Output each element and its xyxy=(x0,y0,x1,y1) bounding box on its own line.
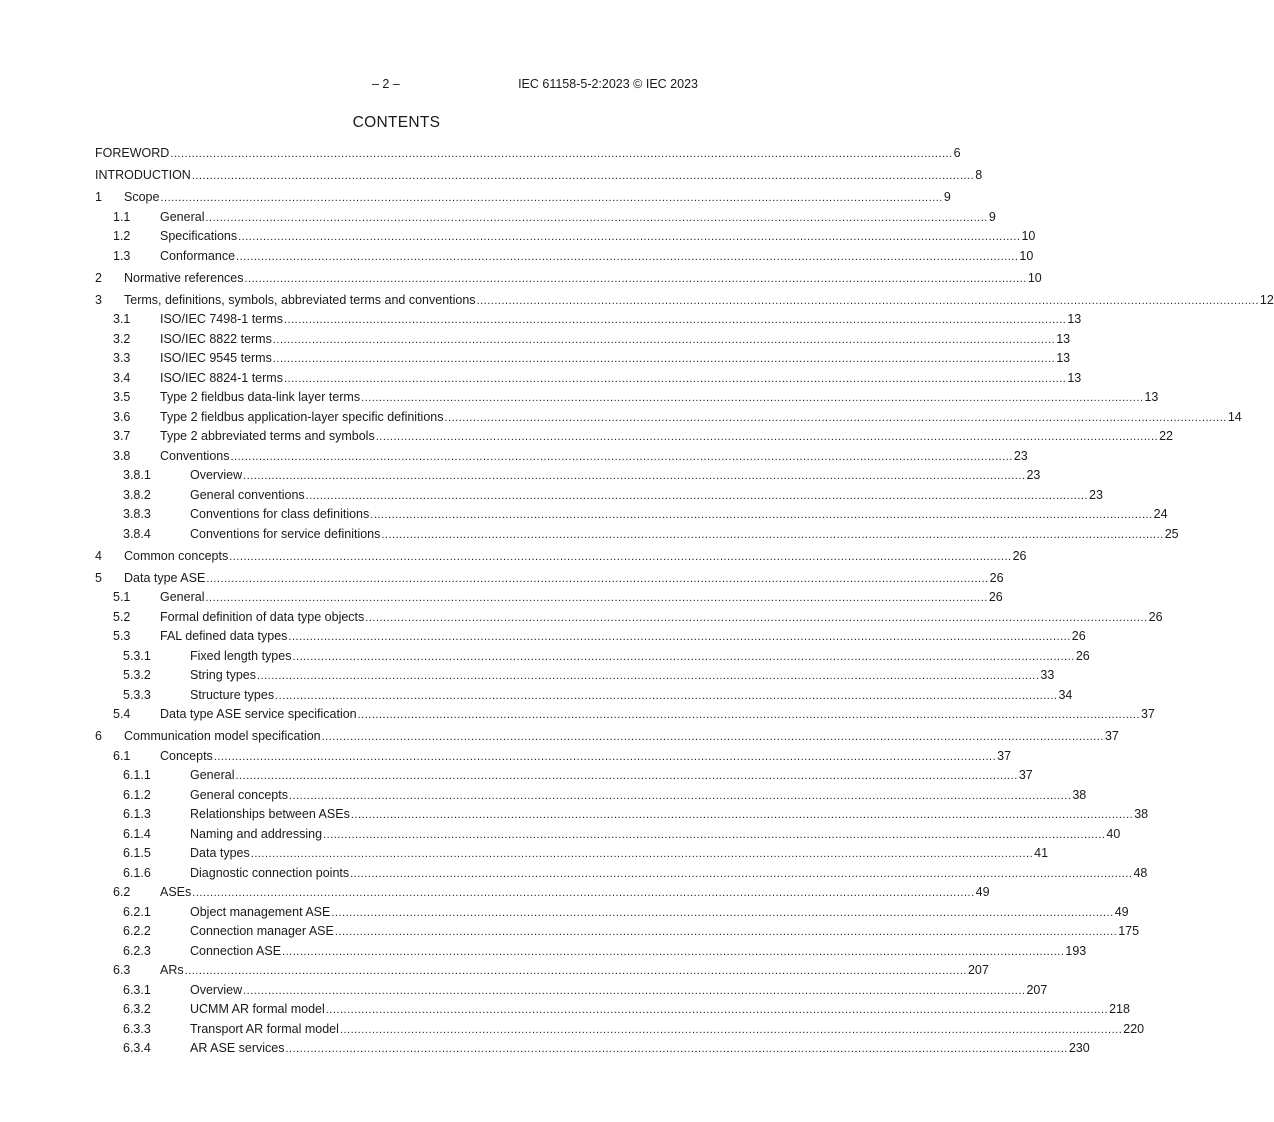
toc-entry-title: Diagnostic connection points xyxy=(190,865,350,880)
toc-leader-dots: ............................................................................................................................................................................................................................ xyxy=(205,211,988,224)
toc-leader-dots: ............................................................................................................................................................................................................................ xyxy=(375,431,1159,443)
toc-leader-dots: ............................................................................................................................................................................................................................ xyxy=(206,572,989,585)
toc-entry-page: 48 xyxy=(1133,865,1148,880)
toc-entry-page: 207 xyxy=(967,963,989,977)
toc-entry[interactable] xyxy=(95,409,1242,425)
toc-leader-dots: ............................................................................................................................................................................................................................ xyxy=(305,489,1089,502)
toc-entry-page: 38 xyxy=(1072,787,1087,802)
toc-entry-title: Scope xyxy=(124,190,160,204)
toc-entry-title: INTRODUCTION xyxy=(95,168,191,182)
toc-leader-dots: ............................................................................................................................................................................................................................ xyxy=(331,906,1114,919)
toc-entry-title: Data type ASE xyxy=(124,570,206,585)
toc-entry-number: 3.8.4 xyxy=(123,526,151,541)
toc-entry-page: 41 xyxy=(1034,846,1049,860)
toc-entry-number: 5.3.1 xyxy=(123,648,151,663)
toc-entry-page: 49 xyxy=(1114,904,1129,919)
toc-entry-page: 37 xyxy=(997,748,1012,763)
toc-entry-title: Overview xyxy=(190,468,243,482)
page-header xyxy=(95,77,698,93)
toc-leader-dots: ............................................................................................................................................................................................................................ xyxy=(321,731,1104,743)
toc-entry-number: 3.8.1 xyxy=(123,468,151,482)
toc-leader-dots: ............................................................................................................................................................................................................................ xyxy=(292,650,1075,663)
toc-entry-number: 3.8.3 xyxy=(123,507,151,521)
toc-entry-number: 3.8 xyxy=(113,448,131,463)
toc-entry-number: 6.1.1 xyxy=(123,768,151,782)
toc-entry[interactable] xyxy=(95,1040,1090,1056)
toc-leader-dots: ............................................................................................................................................................................................................................ xyxy=(476,294,1259,307)
toc-entry-title: Connection manager ASE xyxy=(190,924,334,938)
toc-leader-dots: ............................................................................................................................................................................................................................ xyxy=(272,353,1056,365)
toc-entry-title: UCMM AR formal model xyxy=(190,1002,325,1016)
toc-leader-dots: ............................................................................................................................................................................................................................ xyxy=(170,148,953,160)
toc-leader-dots: ............................................................................................................................................................................................................................ xyxy=(325,1004,1109,1016)
toc-entry-number: 3 xyxy=(95,292,102,307)
toc-entry-page: 10 xyxy=(1019,248,1034,263)
toc-entry-number: 5.3.2 xyxy=(123,668,151,682)
toc-entry-page: 26 xyxy=(989,570,1004,585)
toc-entry-title: General xyxy=(190,768,235,782)
toc-entry[interactable] xyxy=(95,350,1071,366)
toc-entry-title: Data type ASE service specification xyxy=(160,707,357,721)
toc-entry-number: 5.2 xyxy=(113,609,131,624)
toc-entry[interactable] xyxy=(95,292,1274,308)
toc-entry-page: 26 xyxy=(988,590,1003,604)
toc-entry-page: 13 xyxy=(1067,370,1082,385)
toc-leader-dots: ............................................................................................................................................................................................................................ xyxy=(370,509,1153,521)
toc-entry-number: 6.3 xyxy=(113,963,131,977)
toc-entry[interactable] xyxy=(95,687,1073,703)
toc-entry[interactable] xyxy=(95,1021,1145,1037)
toc-entry-page: 26 xyxy=(1071,629,1086,643)
toc-leader-dots: ............................................................................................................................................................................................................................ xyxy=(250,848,1034,860)
toc-leader-dots: ............................................................................................................................................................................................................................ xyxy=(236,250,1019,263)
toc-entry-page: 26 xyxy=(1075,648,1090,663)
toc-entry[interactable] xyxy=(95,787,1087,803)
toc-entry-title: Conformance xyxy=(160,248,236,263)
toc-leader-dots: ............................................................................................................................................................................................................................ xyxy=(444,411,1227,424)
toc-leader-dots: ............................................................................................................................................................................................................................ xyxy=(365,611,1148,624)
toc-entry-page: 9 xyxy=(943,190,951,204)
toc-entry-number: 3.8.2 xyxy=(123,487,151,502)
toc-entry-title: Connection ASE xyxy=(190,943,282,958)
toc-entry-number: 2 xyxy=(95,270,102,285)
toc-entry-title: Specifications xyxy=(160,229,238,243)
toc-entry-title: Overview xyxy=(190,982,243,997)
toc-entry-title: Formal definition of data type objects xyxy=(160,609,365,624)
toc-entry-number: 5.3.3 xyxy=(123,687,151,702)
toc-entry[interactable] xyxy=(95,526,1179,542)
toc-entry-page: 40 xyxy=(1106,826,1121,841)
toc-entry-number: 3.5 xyxy=(113,390,131,404)
toc-entry-number: 5.3 xyxy=(113,629,131,643)
toc-entry[interactable] xyxy=(95,884,990,900)
toc-leader-dots: ............................................................................................................................................................................................................................ xyxy=(350,867,1133,880)
toc-entry-page: 49 xyxy=(975,885,990,899)
toc-entry[interactable] xyxy=(95,982,1048,998)
toc-leader-dots: ............................................................................................................................................................................................................................ xyxy=(283,314,1067,326)
toc-entry[interactable] xyxy=(95,845,1049,861)
toc-entry-page: 13 xyxy=(1144,390,1159,404)
toc-entry[interactable] xyxy=(95,667,1055,683)
toc-entry[interactable] xyxy=(95,370,1082,386)
toc-entry[interactable] xyxy=(95,389,1159,405)
toc-entry-page: 23 xyxy=(1013,448,1028,463)
toc-leader-dots: ............................................................................................................................................................................................................................ xyxy=(323,828,1106,841)
toc-entry-number: 6.1.3 xyxy=(123,807,151,821)
toc-leader-dots: ............................................................................................................................................................................................................................ xyxy=(283,372,1067,385)
toc-entry-page: 8 xyxy=(975,168,983,182)
toc-entry-page: 37 xyxy=(1104,729,1119,743)
toc-entry[interactable] xyxy=(95,628,1086,644)
toc-entry-page: 13 xyxy=(1056,331,1071,346)
toc-entry[interactable] xyxy=(95,467,1041,483)
toc-entry[interactable] xyxy=(95,331,1071,347)
toc-leader-dots: ............................................................................................................................................................................................................................ xyxy=(334,926,1118,938)
toc-leader-dots: ............................................................................................................................................................................................................................ xyxy=(361,392,1144,404)
toc-entry-number: 3.1 xyxy=(113,312,131,326)
toc-entry-title: General xyxy=(160,590,205,604)
toc-entry-title: Type 2 fieldbus data-link layer terms xyxy=(160,390,361,404)
toc-entry-title: FAL defined data types xyxy=(160,629,288,643)
toc-entry-page: 220 xyxy=(1123,1021,1145,1036)
toc-entry-title: Fixed length types xyxy=(190,648,292,663)
toc-entry-number: 5 xyxy=(95,570,102,585)
toc-entry-number: 6.1.4 xyxy=(123,826,151,841)
toc-leader-dots: ............................................................................................................................................................................................................................ xyxy=(213,750,997,763)
toc-entry-number: 6.3.1 xyxy=(123,982,151,997)
toc-leader-dots: ............................................................................................................................................................................................................................ xyxy=(184,965,967,977)
toc-entry-title: Object management ASE xyxy=(190,904,331,919)
toc-leader-dots: ............................................................................................................................................................................................................................ xyxy=(243,470,1026,482)
toc-entry-title: Communication model specification xyxy=(124,729,321,743)
toc-entry-number: 3.7 xyxy=(113,429,131,443)
toc-leader-dots: ............................................................................................................................................................................................................................ xyxy=(191,170,975,182)
toc-entry-title: FOREWORD xyxy=(95,146,170,160)
toc-entry[interactable] xyxy=(95,609,1163,625)
toc-entry[interactable] xyxy=(95,728,1119,744)
toc-entry[interactable] xyxy=(95,428,1173,444)
toc-entry[interactable] xyxy=(95,167,983,183)
toc-entry-page: 12 xyxy=(1259,292,1274,307)
toc-entry-page: 38 xyxy=(1134,807,1149,821)
toc-entry-number: 1.3 xyxy=(113,248,131,263)
toc-entry[interactable] xyxy=(95,826,1121,842)
toc-entry-title: ISO/IEC 7498-1 terms xyxy=(160,312,283,326)
toc-entry-title: Type 2 abbreviated terms and symbols xyxy=(160,429,375,443)
toc-entry-number: 6.2.3 xyxy=(123,943,151,958)
toc-entry-page: 25 xyxy=(1164,526,1179,541)
toc-entry[interactable] xyxy=(95,209,996,225)
toc-entry-title: ARs xyxy=(160,963,184,977)
toc-entry-title: Relationships between ASEs xyxy=(190,807,350,821)
toc-entry[interactable] xyxy=(95,767,1033,783)
toc-entry-title: Type 2 fieldbus application-layer specific definitions xyxy=(160,409,444,424)
toc-entry-title: Conventions for service definitions xyxy=(190,526,381,541)
toc-entry[interactable] xyxy=(95,904,1129,920)
toc-entry-page: 26 xyxy=(1148,609,1163,624)
toc-entry[interactable] xyxy=(95,706,1155,722)
toc-entry-page: 14 xyxy=(1227,409,1242,424)
toc-entry[interactable] xyxy=(95,487,1103,503)
toc-entry-page: 22 xyxy=(1159,429,1173,443)
document-identifier: IEC 61158-5-2:2023 © IEC 2023 xyxy=(518,77,698,91)
toc-entry-title: Naming and addressing xyxy=(190,826,323,841)
toc-entry[interactable] xyxy=(95,589,1003,605)
toc-entry-number: 3.4 xyxy=(113,370,131,385)
toc-entry-page: 10 xyxy=(1021,229,1036,243)
toc-entry[interactable] xyxy=(95,448,1028,464)
toc-entry[interactable] xyxy=(95,145,961,161)
toc-entry-number: 4 xyxy=(95,548,102,563)
toc-entry[interactable] xyxy=(95,962,989,978)
toc-entry-page: 230 xyxy=(1068,1041,1090,1055)
toc-entry-number: 3.3 xyxy=(113,351,131,365)
toc-entry-title: Concepts xyxy=(160,748,213,763)
toc-entry-page: 26 xyxy=(1012,548,1027,563)
toc-entry[interactable] xyxy=(95,570,1004,586)
toc-entry-number: 1.1 xyxy=(113,209,131,224)
toc-entry-page: 218 xyxy=(1109,1002,1130,1016)
toc-entry-number: 6.2 xyxy=(113,885,131,899)
toc-entry-title: Structure types xyxy=(190,687,275,702)
toc-entry-number: 6.2.2 xyxy=(123,924,151,938)
toc-leader-dots: ............................................................................................................................................................................................................................ xyxy=(288,789,1072,802)
toc-entry[interactable] xyxy=(95,806,1149,822)
toc-entry[interactable] xyxy=(95,270,1042,286)
toc-entry-title: ASEs xyxy=(160,885,192,899)
toc-entry-number: 6.1 xyxy=(113,748,131,763)
toc-entry-number: 6.3.2 xyxy=(123,1002,151,1016)
toc-entry-title: Conventions xyxy=(160,448,230,463)
toc-entry-title: Common concepts xyxy=(124,548,229,563)
toc-entry-number: 1 xyxy=(95,190,102,204)
toc-entry[interactable] xyxy=(95,189,951,205)
toc-leader-dots: ............................................................................................................................................................................................................................ xyxy=(381,528,1164,541)
toc-leader-dots: ............................................................................................................................................................................................................................ xyxy=(230,450,1013,463)
toc-leader-dots: ............................................................................................................................................................................................................................ xyxy=(339,1023,1123,1036)
toc-entry-page: 23 xyxy=(1089,487,1103,502)
toc-entry-page: 193 xyxy=(1065,943,1087,958)
toc-entry[interactable] xyxy=(95,748,1012,764)
toc-entry-title: General xyxy=(160,209,205,224)
toc-entry-page: 34 xyxy=(1058,687,1073,702)
toc-leader-dots: ............................................................................................................................................................................................................................ xyxy=(275,689,1058,702)
toc-leader-dots: ............................................................................................................................................................................................................................ xyxy=(235,770,1018,782)
toc-leader-dots: ............................................................................................................................................................................................................................ xyxy=(257,670,1040,682)
toc-entry-number: 6.2.1 xyxy=(123,904,151,919)
toc-entry-number: 6.1.2 xyxy=(123,787,151,802)
toc-leader-dots: ............................................................................................................................................................................................................................ xyxy=(357,709,1140,721)
toc-leader-dots: ............................................................................................................................................................................................................................ xyxy=(288,631,1071,643)
toc-entry-number: 6.3.3 xyxy=(123,1021,151,1036)
toc-entry-page: 33 xyxy=(1040,668,1055,682)
toc-leader-dots: ............................................................................................................................................................................................................................ xyxy=(243,984,1026,997)
toc-entry-number: 5.1 xyxy=(113,590,131,604)
toc-entry-title: ISO/IEC 8822 terms xyxy=(160,331,272,346)
toc-entry-title: ISO/IEC 9545 terms xyxy=(160,351,272,365)
toc-leader-dots: ............................................................................................................................................................................................................................ xyxy=(205,592,988,604)
toc-leader-dots: ............................................................................................................................................................................................................................ xyxy=(160,192,943,204)
toc-entry-title: General concepts xyxy=(190,787,288,802)
toc-entry-number: 6.1.6 xyxy=(123,865,151,880)
toc-entry-page: 13 xyxy=(1056,351,1071,365)
toc-entry-title: AR ASE services xyxy=(190,1041,285,1055)
toc-entry[interactable] xyxy=(95,506,1168,522)
toc-leader-dots: ............................................................................................................................................................................................................................ xyxy=(350,809,1134,821)
toc-entry-number: 1.2 xyxy=(113,229,131,243)
toc-entry-title: Data types xyxy=(190,846,250,860)
toc-leader-dots: ............................................................................................................................................................................................................................ xyxy=(238,231,1021,243)
toc-entry-title: Normative references xyxy=(124,270,244,285)
toc-entry-page: 9 xyxy=(988,209,996,224)
toc-entry-page: 207 xyxy=(1026,982,1048,997)
toc-entry-title: Terms, definitions, symbols, abbreviated terms and conventions xyxy=(124,292,476,307)
toc-leader-dots: ............................................................................................................................................................................................................................ xyxy=(229,550,1012,563)
toc-entry-title: ISO/IEC 8824-1 terms xyxy=(160,370,283,385)
toc-entry[interactable] xyxy=(95,865,1148,881)
toc-leader-dots: ............................................................................................................................................................................................................................ xyxy=(192,887,975,899)
toc-entry-number: 6.3.4 xyxy=(123,1041,151,1055)
toc-entry-page: 23 xyxy=(1026,468,1041,482)
toc-leader-dots: ............................................................................................................................................................................................................................ xyxy=(244,272,1027,285)
toc-entry-page: 37 xyxy=(1018,768,1033,782)
toc-leader-dots: ............................................................................................................................................................................................................................ xyxy=(282,945,1065,958)
toc-entry-page: 10 xyxy=(1027,270,1042,285)
toc-entry[interactable] xyxy=(95,228,1036,244)
toc-entry-title: String types xyxy=(190,668,257,682)
toc-entry[interactable] xyxy=(95,943,1087,959)
toc-entry-page: 37 xyxy=(1140,707,1155,721)
toc-leader-dots: ............................................................................................................................................................................................................................ xyxy=(272,333,1056,346)
toc-entry-page: 13 xyxy=(1067,312,1082,326)
toc-entry-number: 5.4 xyxy=(113,707,131,721)
toc-entry-number: 3.2 xyxy=(113,331,131,346)
toc-entry-title: Conventions for class definitions xyxy=(190,507,370,521)
toc-entry[interactable] xyxy=(95,1001,1130,1017)
toc-entry-number: 6 xyxy=(95,729,102,743)
toc-entry-page: 6 xyxy=(953,146,961,160)
toc-entry-title: Transport AR formal model xyxy=(190,1021,339,1036)
toc-leader-dots: ............................................................................................................................................................................................................................ xyxy=(285,1043,1068,1055)
toc-entry[interactable] xyxy=(95,923,1140,939)
toc-entry[interactable] xyxy=(95,248,1034,264)
toc-entry-number: 3.6 xyxy=(113,409,131,424)
toc-entry-number: 6.1.5 xyxy=(123,846,151,860)
toc-entry-page: 175 xyxy=(1118,924,1140,938)
toc-entry[interactable] xyxy=(95,648,1090,664)
contents-heading: CONTENTS xyxy=(352,114,441,131)
page-number: – 2 – xyxy=(372,77,400,91)
toc-entry[interactable] xyxy=(95,548,1027,564)
toc-entry-title: General conventions xyxy=(190,487,305,502)
toc-entry-page: 24 xyxy=(1153,507,1168,521)
toc-entry[interactable] xyxy=(95,311,1082,327)
